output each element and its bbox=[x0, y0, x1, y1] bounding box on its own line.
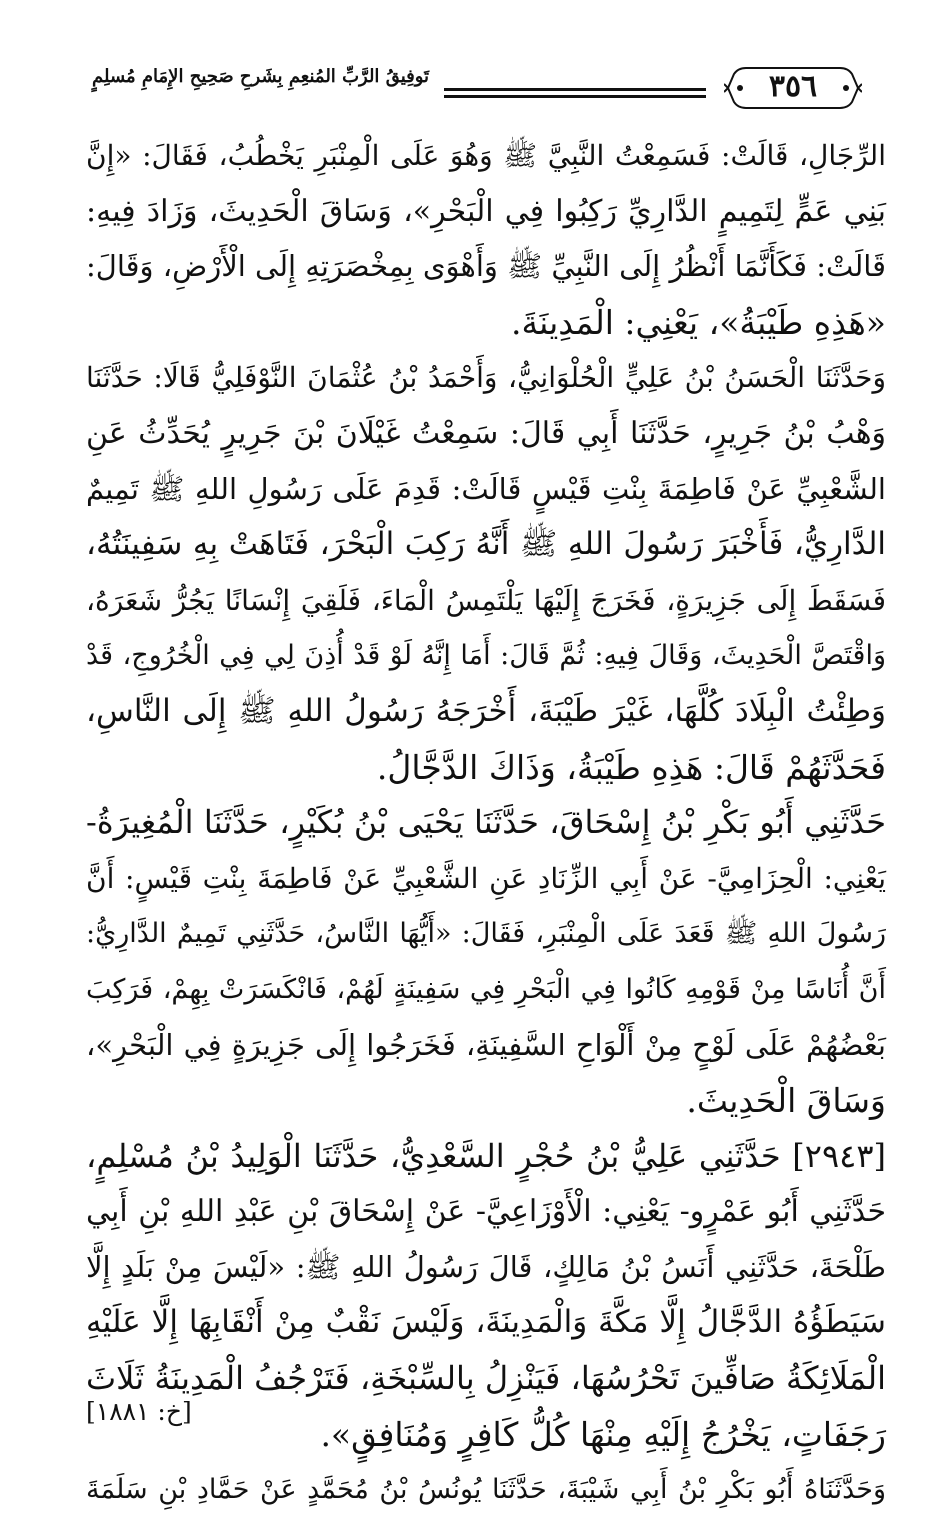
text-line: طَلْحَةَ، حَدَّثَنِي أَنَسُ بْنُ مَالِكٍ، قَالَ رَسُولُ اللهِ ﷺ: «لَيْسَ مِنْ بَلَدٍ إِلَّا bbox=[86, 1249, 886, 1284]
text-line: الْمَلَائِكَةُ صَافِّينَ تَحْرُسُهَا، فَيَنْزِلُ بِالسِّبْخَةِ، فَتَرْجُفُ الْمَدِينَةُ ثَلَاثَ bbox=[86, 1359, 886, 1398]
text-line: حَدَّثَنِي أَبُو بَكْرِ بْنُ إِسْحَاقَ، حَدَّثَنَا يَحْيَى بْنُ بُكَيْرٍ، حَدَّثَنَا الْمُغِيرَةُ- bbox=[86, 803, 886, 842]
text-line: وَحَدَّثَنَا الْحَسَنُ بْنُ عَلِيٍّ الْحُلْوَانِيُّ، وَأَحْمَدُ بْنُ عُثْمَانَ النَّوْفَلِيُّ قَالَا: حَدَّثَنَا bbox=[86, 361, 886, 395]
text-line: وَحَدَّثَنَاهُ أَبُو بَكْرِ بْنُ أَبِي شَيْبَةَ، حَدَّثَنَا يُونُسُ بْنُ مُحَمَّدٍ عَنْ حَمَّادِ بْنِ سَلَمَةَ bbox=[86, 1474, 886, 1506]
text-line: الشَّعْبِيِّ عَنْ فَاطِمَةَ بِنْتِ قَيْسٍ قَالَتْ: قَدِمَ عَلَى رَسُولِ اللهِ ﷺ تَمِيمٌ bbox=[86, 471, 886, 506]
text-line: الرِّجَالِ، قَالَتْ: فَسَمِعْتُ النَّبِيَّ ﷺ وَهُوَ عَلَى الْمِنْبَرِ يَخْطُبُ، فَقَالَ: «إِنَّ bbox=[86, 139, 886, 172]
text-line: وَهْبُ بْنُ جَرِيرٍ، حَدَّثَنَا أَبِي قَالَ: سَمِعْتُ غَيْلَانَ بْنَ جَرِيرٍ يُحَدِّثُ عَنِ bbox=[86, 415, 886, 451]
header-rule-top bbox=[444, 88, 706, 91]
text-line: وَاقْتَصَّ الْحَدِيثَ، وَقَالَ فِيهِ: ثُمَّ قَالَ: أَمَا إِنَّهُ لَوْ قَدْ أُذِنَ لِي فِي الْخُرُوجِ، قَدْ bbox=[86, 640, 886, 672]
paragraph bbox=[86, 128, 886, 350]
text-line: «هَذِهِ طَيْبَةُ»، يَعْنِي: الْمَدِينَةَ. bbox=[510, 302, 886, 342]
paragraph bbox=[86, 1129, 886, 1463]
text-line: يَعْنِي: الْحِزَامِيَّ- عَنْ أَبِي الزِّنَادِ عَنِ الشَّعْبِيِّ عَنْ فَاطِمَةَ بِنْتِ قَيْسٍ: أَنَّ bbox=[86, 861, 886, 895]
cross-reference: [خ: ١٨٨١] bbox=[86, 1396, 192, 1426]
page-body bbox=[86, 128, 886, 1518]
text-line: فَسَقَطَ إِلَى جَزِيرَةٍ، فَخَرَجَ إِلَيْهَا يَلْتَمِسُ الْمَاءَ، فَلَقِيَ إِنْسَانًا يَجُرُّ شَعَرَهُ، bbox=[86, 583, 886, 617]
text-line: وَسَاقَ الْحَدِيثَ. bbox=[686, 1081, 886, 1121]
text-line: الدَّارِيُّ، فَأَخْبَرَ رَسُولَ اللهِ ﷺ أَنَّهُ رَكِبَ الْبَحْرَ، فَتَاهَتْ بِهِ سَفِينَتُهُ، bbox=[86, 526, 886, 563]
text-line: بَعْضُهُمْ عَلَى لَوْحٍ مِنْ أَلْوَاحِ السَّفِينَةِ، فَخَرَجُوا إِلَى جَزِيرَةٍ فِي الْبَحْرِ»، bbox=[86, 1027, 886, 1062]
header-rule-bottom bbox=[444, 95, 706, 98]
text-line: رَسُولَ اللهِ ﷺ قَعَدَ عَلَى الْمِنْبَرِ، فَقَالَ: «أَيُّهَا النَّاسُ، حَدَّثَنِي تَمِيمٌ الدَّارِيُّ: bbox=[86, 918, 886, 950]
paragraph bbox=[86, 795, 886, 1129]
paragraph bbox=[86, 1462, 886, 1518]
text-line: أَنَّ أُنَاسًا مِنْ قَوْمِهِ كَانُوا فِي الْبَحْرِ فِي سَفِينَةٍ لَهُمْ، فَانْكَسَرَتْ بِهِمْ، فَرَكِبَ bbox=[86, 973, 886, 1005]
text-line: بَنِي عَمٍّ لِتَمِيمٍ الدَّارِيِّ رَكِبُوا فِي الْبَحْرِ»، وَسَاقَ الْحَدِيثَ، وَزَادَ فِيهِ: bbox=[86, 193, 886, 229]
book-title: تَوفِيقُ الرَّبِّ المُنعِمِ بِشَرحِ صَحِيحِ الإِمَامِ مُسلِمٍ bbox=[92, 66, 430, 87]
text-line: قَالَتْ: فَكَأَنَّمَا أَنْظُرُ إِلَى النَّبِيِّ ﷺ وَأَهْوَى بِمِخْصَرَتِهِ إِلَى الْأَرْضِ، وَقَالَ: bbox=[86, 249, 886, 284]
text-line: وَطِئْتُ الْبِلَادَ كُلَّهَا، غَيْرَ طَيْبَةَ، أَخْرَجَهُ رَسُولُ اللهِ ﷺ إِلَى النَّاسِ، bbox=[86, 692, 886, 729]
page-number: ٣٥٦ bbox=[768, 69, 818, 104]
text-line: رَجَفَاتٍ، يَخْرُجُ إِلَيْهِ مِنْهَا كُلُّ كَافِرٍ وَمُنَافِقٍ». bbox=[320, 1414, 886, 1454]
page-number-ornament bbox=[724, 60, 862, 116]
text-line: [٢٩٤٣] حَدَّثَنِي عَلِيُّ بْنُ حُجْرٍ السَّعْدِيُّ، حَدَّثَنَا الْوَلِيدُ بْنُ مُسْلِمٍ، bbox=[86, 1136, 887, 1175]
text-line: سَيَطَؤُهُ الدَّجَّالُ إِلَّا مَكَّةَ وَالْمَدِينَةَ، وَلَيْسَ نَقْبٌ مِنْ أَنْقَابِهَا إِلَّا عَلَيْهِ bbox=[86, 1304, 886, 1341]
page-header bbox=[92, 58, 862, 118]
text-line: فَحَدَّثَهُمْ قَالَ: هَذِهِ طَيْبَةُ، وَذَاكَ الدَّجَّالُ. bbox=[376, 747, 886, 787]
text-line: حَدَّثَنِي أَبُو عَمْرٍو- يَعْنِي: الْأَوْزَاعِيَّ- عَنْ إِسْحَاقَ بْنِ عَبْدِ اللهِ بْنِ أَبِي bbox=[86, 1194, 886, 1230]
paragraph bbox=[86, 350, 886, 795]
